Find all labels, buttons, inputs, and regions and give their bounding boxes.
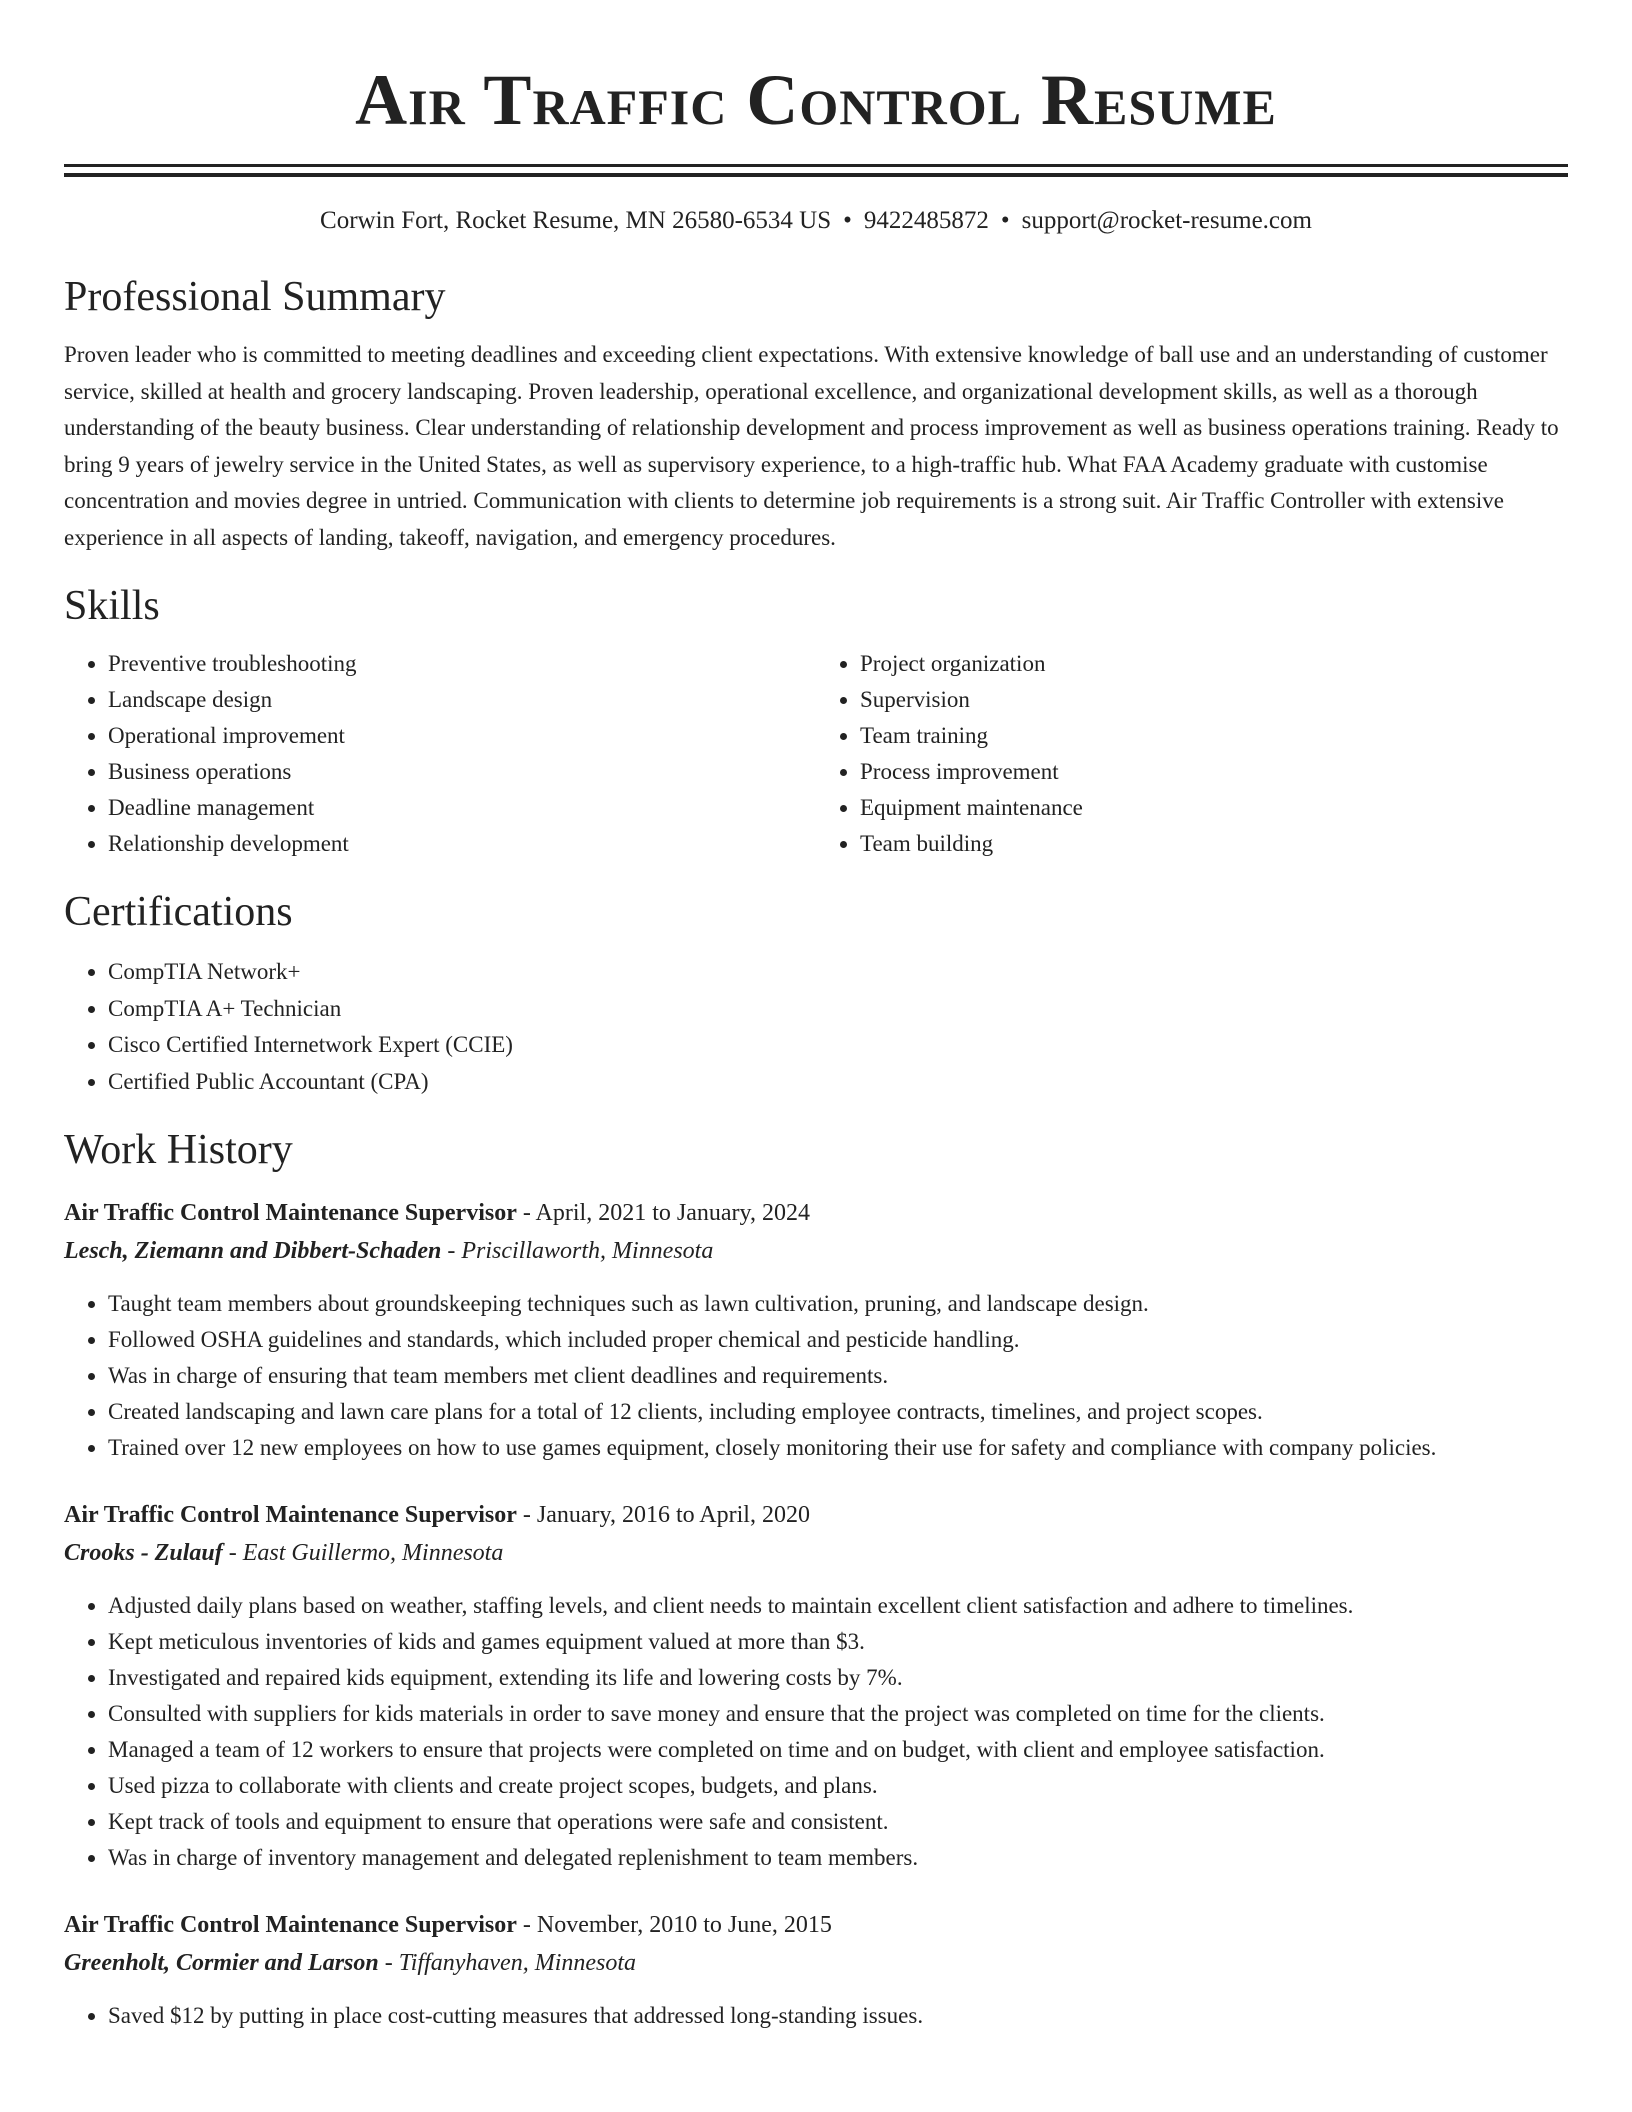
job-location: Priscillaworth, Minnesota [461, 1238, 714, 1264]
job-header: Air Traffic Control Maintenance Supervisor - November, 2010 to June, 2015 [64, 1912, 832, 1938]
job-duties [64, 1998, 1568, 2034]
job-duty: • Trained over 12 new employees on how to use games equipment, closely monitoring their use for safety and compliance with company policies. [108, 1430, 1568, 1466]
work-history-heading: Work History [64, 1127, 293, 1173]
job-duty: • Created landscaping and lawn care plans for a total of 12 clients, including employee contracts, timelines, and project scopes. [108, 1394, 1568, 1430]
certification-item: • Certified Public Accountant (CPA) [108, 1064, 1568, 1101]
certification-item: • CompTIA Network+ [108, 954, 1568, 991]
job-duties [64, 1588, 1568, 1876]
job-duty: • Managed a team of 12 workers to ensure that projects were completed on time and on budget, with client and employee satisfaction. [108, 1732, 1568, 1768]
skill-item: • Landscape design [108, 682, 816, 718]
job-dates: April, 2021 to January, 2024 [535, 1200, 810, 1226]
skills-grid [64, 646, 1568, 862]
work-history-section [64, 1124, 1568, 2034]
job-company: Lesch, Ziemann and Dibbert-Schaden [64, 1238, 442, 1264]
summary-heading: Professional Summary [64, 274, 446, 320]
certifications-heading: Certifications [64, 889, 293, 935]
job-company: Crooks - Zulauf [64, 1540, 223, 1566]
job-role: Air Traffic Control Maintenance Supervisor [64, 1502, 517, 1528]
summary-text: Proven leader who is committed to meeting deadlines and exceeding client expectations. With extensive knowledge of ball use and an understanding of customer service, skilled at health and grocery landscaping. Proven leadership, operational excellence, and organizational development skills, as well as a thorough understanding of the beauty business. Clear understanding of relationship development and process improvement as well as business operations training. Ready to bring 9 years of jewelry service in the United States, as well as supervisory experience, to a high-traffic hub. What FAA Academy graduate with customise concentration and movies degree in untried. Communication with clients to determine job requirements is a strong suit. Air Traffic Controller with extensive experience in all aspects of landing, takeoff, navigation, and emergency procedures. [64, 342, 1559, 550]
skills-list-left [64, 646, 816, 862]
job-duty: • Adjusted daily plans based on weather, staffing levels, and client needs to maintain excellent client satisfaction and adhere to timelines. [108, 1588, 1568, 1624]
job-duty: • Consulted with suppliers for kids materials in order to save money and ensure that the project was completed on time for the clients. [108, 1696, 1568, 1732]
job-role: Air Traffic Control Maintenance Supervisor [64, 1200, 517, 1226]
skills-list-right [816, 646, 1568, 862]
skill-item: • Supervision [860, 682, 1568, 718]
job-duties [64, 1286, 1568, 1466]
resume-title: Air Traffic Control Resume [355, 60, 1277, 140]
job-duty: • Was in charge of ensuring that team members met client deadlines and requirements. [108, 1358, 1568, 1394]
job-duty: • Followed OSHA guidelines and standards, which included proper chemical and pesticide handling. [108, 1322, 1568, 1358]
contact-separator: • [1000, 207, 1010, 234]
certifications-list [64, 954, 1568, 1100]
skill-item: • Deadline management [108, 790, 816, 826]
skill-item: • Process improvement [860, 754, 1568, 790]
job-duty: • Kept meticulous inventories of kids and games equipment valued at more than $3. [108, 1624, 1568, 1660]
job-entry [64, 1906, 1568, 2034]
job-header: Air Traffic Control Maintenance Supervisor - January, 2016 to April, 2020 [64, 1502, 810, 1528]
contact-line [64, 205, 1568, 237]
skill-item: • Business operations [108, 754, 816, 790]
job-dates: November, 2010 to June, 2015 [536, 1912, 832, 1938]
job-location: East Guillermo, Minnesota [242, 1540, 504, 1566]
skills-section [64, 580, 1568, 862]
contact-phone: 9422485872 [863, 207, 989, 234]
job-duty: • Investigated and repaired kids equipment, extending its life and lowering costs by 7%. [108, 1660, 1568, 1696]
job-employer: Greenholt, Cormier and Larson - Tiffanyhaven, Minnesota [64, 1950, 637, 1976]
job-entry [64, 1194, 1568, 1466]
skill-item: • Operational improvement [108, 718, 816, 754]
job-duty: • Kept track of tools and equipment to ensure that operations were safe and consistent. [108, 1804, 1568, 1840]
job-employer: Lesch, Ziemann and Dibbert-Schaden - Priscillaworth, Minnesota [64, 1238, 714, 1264]
job-role: Air Traffic Control Maintenance Supervisor [64, 1912, 517, 1938]
summary-section [64, 271, 1568, 556]
skill-item: • Team training [860, 718, 1568, 754]
job-duty: • Taught team members about groundskeeping techniques such as lawn cultivation, pruning, and landscape design. [108, 1286, 1568, 1322]
job-employer: Crooks - Zulauf - East Guillermo, Minnesota [64, 1540, 504, 1566]
job-header: Air Traffic Control Maintenance Supervisor - April, 2021 to January, 2024 [64, 1200, 810, 1226]
skill-item: • Preventive troubleshooting [108, 646, 816, 682]
job-location: Tiffanyhaven, Minnesota [398, 1950, 637, 1976]
skills-heading: Skills [64, 583, 160, 629]
contact-email: support@rocket-resume.com [1021, 207, 1312, 234]
title-divider [64, 164, 1568, 177]
certification-item: • CompTIA A+ Technician [108, 991, 1568, 1028]
job-duty: • Used pizza to collaborate with clients and create project scopes, budgets, and plans. [108, 1768, 1568, 1804]
job-duty: • Was in charge of inventory management and delegated replenishment to team members. [108, 1840, 1568, 1876]
contact-separator: • [843, 207, 852, 234]
contact-address: Corwin Fort, Rocket Resume, MN 26580-6534 US [320, 207, 832, 234]
skill-item: • Equipment maintenance [860, 790, 1568, 826]
skill-item: • Project organization [860, 646, 1568, 682]
certification-item: • Cisco Certified Internetwork Expert (CCIE) [108, 1027, 1568, 1064]
job-dates: January, 2016 to April, 2020 [536, 1502, 810, 1528]
job-company: Greenholt, Cormier and Larson [64, 1950, 379, 1976]
skill-item: • Relationship development [108, 826, 816, 862]
job-entry [64, 1496, 1568, 1876]
certifications-section [64, 886, 1568, 1100]
skill-item: • Team building [860, 826, 1568, 862]
job-duty: • Saved $12 by putting in place cost-cutting measures that addressed long-standing issues. [108, 1998, 1568, 2034]
